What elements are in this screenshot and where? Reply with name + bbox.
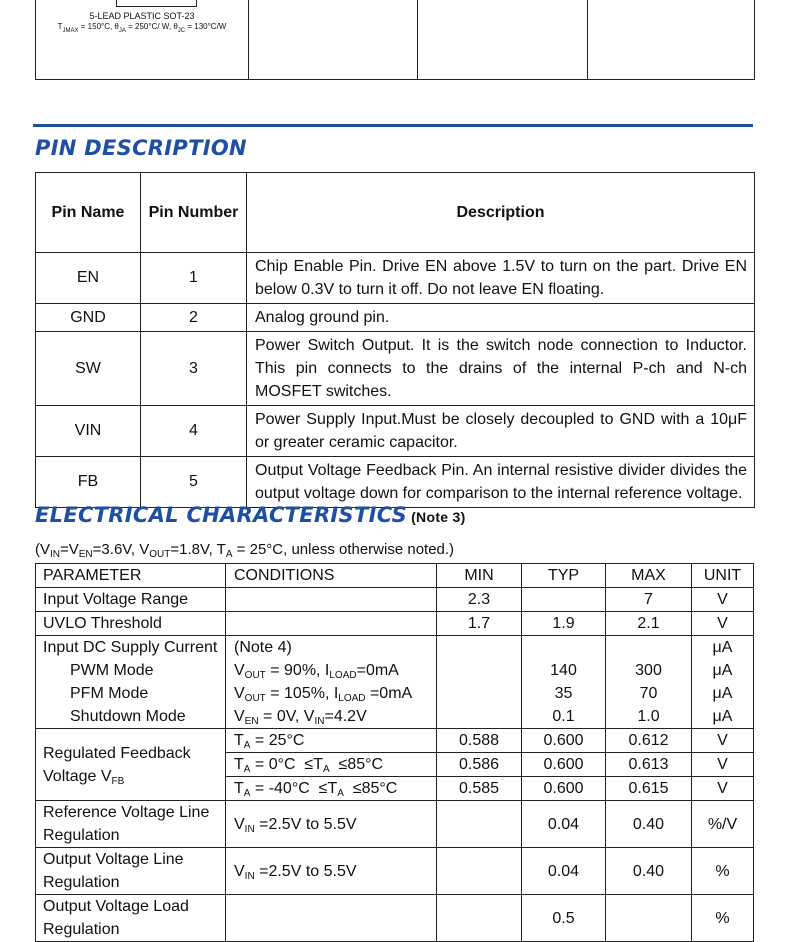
typ-cell: 0.04 [522,801,606,848]
unit-pwm: μA [712,662,733,679]
typ-cell: 0.600 [522,777,606,801]
unit-shdn: μA [712,708,733,725]
param-pfm: PFM Mode [70,685,149,702]
cond-pwm: $V_{OUT} = 90\%$, $I_{LOAD}=0mA$ [234,662,399,681]
param-line1: Reference Voltage Line [43,804,210,821]
pin-name: VIN [36,406,141,457]
column-divider [417,0,418,79]
max-cell [606,636,692,729]
typ-cell [522,636,606,729]
max-cell: 2.1 [606,612,692,636]
param-line2: Regulation [43,921,120,938]
typ-pfm: 35 [554,685,573,702]
table-row [36,636,754,729]
table-row [36,253,755,304]
cond-cell [226,612,437,636]
table-row [36,588,754,612]
package-table [35,0,755,80]
typ-cell [522,588,606,612]
pin-desc: Chip Enable Pin. Drive EN above 1.5V to turn on the part. Drive EN below 0.3V to turn it off. Do not leave EN floating. [247,253,755,304]
table-row [36,729,754,753]
table-header-row [36,564,754,588]
min-cell: 1.7 [437,612,522,636]
min-cell: 0.586 [437,753,522,777]
table-header-row [36,173,755,253]
param-vfb-2: Voltage V [43,767,112,785]
param-shdn: Shutdown Mode [70,708,186,725]
header-conditions: CONDITIONS [226,564,437,588]
pin-number: 4 [141,406,247,457]
cond-shdn: $V_{EN} = 0V$, $V_{IN}=4.2V$ [234,708,367,727]
table-row [36,612,754,636]
unit-cell [692,636,754,729]
unit-cell: %/V [692,801,754,848]
min-cell [437,848,522,895]
param-pwm: PWM Mode [70,662,154,679]
header-min: MIN [437,564,522,588]
cond-cell [226,636,437,729]
max-cell: 0.40 [606,848,692,895]
unit-cell: V [692,777,754,801]
pin-number: 3 [141,332,247,406]
unit-cell: V [692,612,754,636]
cond-cell: $T_A = 25^\circ C$ [226,729,437,753]
electrical-characteristics-title [35,503,466,527]
param-idc: Input DC Supply Current [43,639,218,656]
typ-cell: 1.9 [522,612,606,636]
typ-cell: 0.600 [522,753,606,777]
min-cell: 0.588 [437,729,522,753]
ec-title-text: ELECTRICAL CHARACTERISTICS [35,503,408,527]
header-pin-number: Pin Number [141,173,247,253]
cond-cell: $T_A = -40^\circ C \le T_A \le 85^\circ C$ [226,777,437,801]
max-cell [606,895,692,942]
pin-name: EN [36,253,141,304]
table-row [36,304,755,332]
test-conditions: ($V_{IN}=V_{EN}=3.6V$, $V_{OUT}=1.8V$, $T_A = 25^\circ C$, unless otherwise noted.) [35,541,455,560]
package-thermal: $T_{JMAX} = 150^\circ C$, $\theta_{JA} = 250^\circ C/$ W, $\theta_{JC} = 130^\circ C/W$ [57,22,227,34]
param-line1: Output Voltage Load [43,898,189,915]
min-cell [437,801,522,848]
pin-desc: Output Voltage Feedback Pin. An internal resistive divider divides the output voltage down for comparison to the internal reference voltage. [247,457,755,508]
header-typ: TYP [522,564,606,588]
typ-cell: 0.04 [522,848,606,895]
typ-cell: 0.5 [522,895,606,942]
min-cell [437,636,522,729]
param-line2: Regulation [43,827,120,844]
cond-pfm: $V_{OUT} = 105\%$, $I_{LOAD} =0mA$ [234,685,413,704]
pin-name: GND [36,304,141,332]
param-line1: Output Voltage Line [43,851,184,868]
unit-cell: V [692,588,754,612]
pin-desc: Power Supply Input.Must be closely decoupled to GND with a 10μF or greater ceramic capacitor. [247,406,755,457]
package-name: 5-LEAD PLASTIC SOT-23 [89,11,195,21]
unit-cell: V [692,729,754,753]
unit-cell: % [692,895,754,942]
param-cell: Regulated Feedback Voltage $V_{FB}$ [36,729,226,801]
header-pin-name: Pin Name [36,173,141,253]
header-description: Description [247,173,755,253]
max-shdn: 1.0 [637,708,660,725]
cond-cell: $V_{IN} =2.5V$ to 5.5V [226,848,437,895]
table-row [36,332,755,406]
typ-cell: 0.600 [522,729,606,753]
table-row [36,895,754,942]
cond-cell: $T_A = 0^\circ C \le T_A \le 85^\circ C$ [226,753,437,777]
table-row [36,848,754,895]
max-cell: 0.613 [606,753,692,777]
pin-number: 5 [141,457,247,508]
param-cell [36,895,226,942]
package-outline [116,0,197,7]
column-divider [587,0,588,79]
max-cell: 7 [606,588,692,612]
pin-name: SW [36,332,141,406]
min-cell: 2.3 [437,588,522,612]
param-cell [36,801,226,848]
pin-table [35,172,755,508]
max-cell: 0.40 [606,801,692,848]
max-pfm: 70 [639,685,658,702]
typ-shdn: 0.1 [552,708,575,725]
pin-name: FB [36,457,141,508]
cond-note4: (Note 4) [234,639,292,656]
unit-cell: V [692,753,754,777]
header-parameter: PARAMETER [36,564,226,588]
unit-idc: μA [712,639,733,656]
param-cell [36,636,226,729]
param-line2: Regulation [43,874,120,891]
table-row [36,801,754,848]
param-vfb-1: Regulated Feedback [43,744,191,762]
cond-cell [226,895,437,942]
pin-number: 2 [141,304,247,332]
max-cell: 0.615 [606,777,692,801]
typ-pwm: 140 [550,662,577,679]
max-cell: 0.612 [606,729,692,753]
cond-cell [226,588,437,612]
electrical-characteristics-table [35,563,754,942]
unit-pfm: μA [712,685,733,702]
pin-desc: Power Switch Output. It is the switch node connection to Inductor. This pin connects to the drains of the internal P-ch and N-ch MOSFET switches. [247,332,755,406]
min-cell: 0.585 [437,777,522,801]
min-cell [437,895,522,942]
max-pwm: 300 [635,662,662,679]
table-row [36,457,755,508]
header-unit: UNIT [692,564,754,588]
param-cell: UVLO Threshold [36,612,226,636]
table-row [36,406,755,457]
section-rule [33,124,753,127]
param-cell [36,848,226,895]
ec-note: (Note 3) [411,509,466,525]
cond-cell: $V_{IN} =2.5V$ to 5.5V [226,801,437,848]
column-divider [248,0,249,79]
header-max: MAX [606,564,692,588]
param-cell: Input Voltage Range [36,588,226,612]
pin-description-title: PIN DESCRIPTION [35,136,247,160]
pin-desc: Analog ground pin. [247,304,755,332]
pin-number: 1 [141,253,247,304]
unit-cell: % [692,848,754,895]
